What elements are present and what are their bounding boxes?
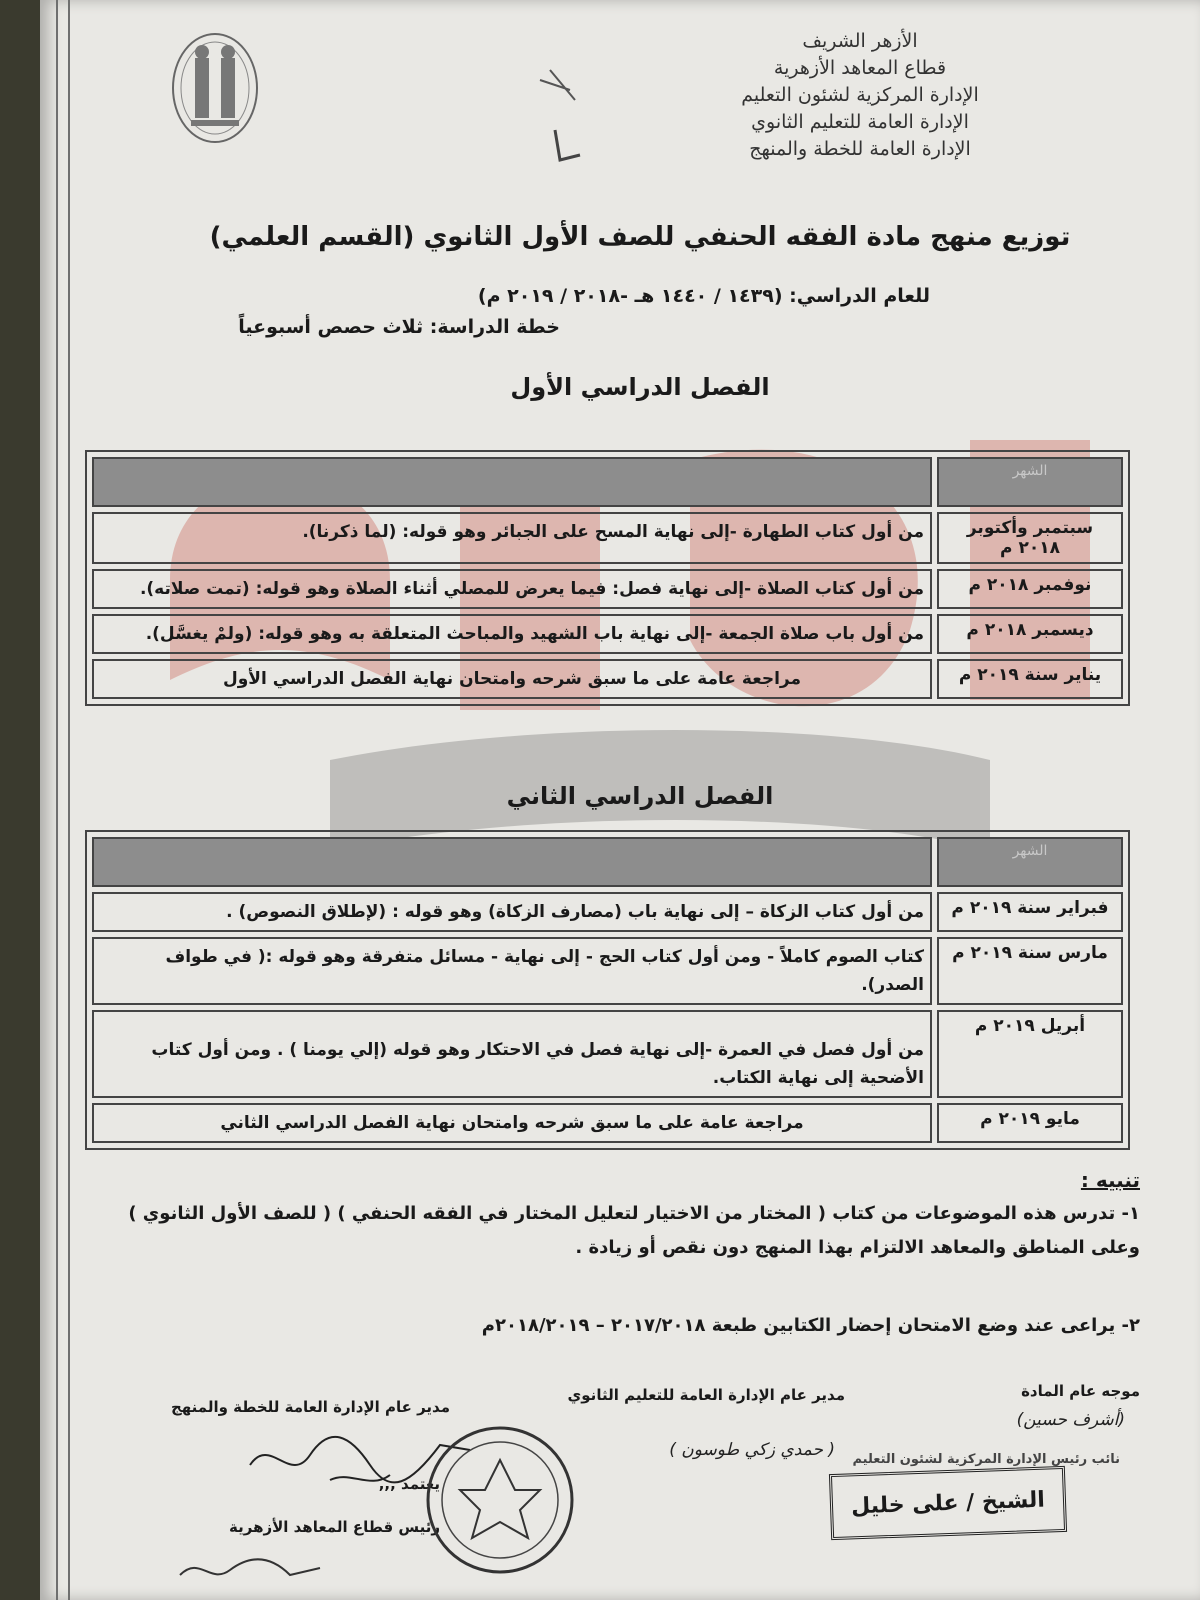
- table-row: [92, 892, 1123, 932]
- header-line: الأزهر الشريف: [802, 30, 918, 52]
- term2-table: [85, 830, 1130, 1150]
- notes-section: [120, 1163, 1140, 1343]
- content-cell: من أول فصل في العمرة -إلى نهاية فصل في الاحتكار وهو قوله (إلي يومنا ) . ومن أول كتاب الأضحية إلى نهاية الكتاب.: [92, 1010, 932, 1098]
- table-row: [92, 659, 1123, 699]
- table-header-row: [92, 837, 1123, 887]
- month-cell: يناير سنة ٢٠١٩ م: [937, 659, 1123, 699]
- header-line: الإدارة العامة للخطة والمنهج: [749, 138, 971, 160]
- table-row: [92, 512, 1123, 564]
- institution-header: [650, 28, 1070, 163]
- header-line: الإدارة العامة للتعليم الثانوي: [751, 111, 969, 133]
- secondary-director-label: مدير عام الإدارة العامة للتعليم الثانوي: [567, 1386, 845, 1404]
- notes-title: تنبيه :: [1080, 1168, 1140, 1192]
- margin-line: [68, 0, 70, 1600]
- month-cell: أبريل ٢٠١٩ م: [937, 1010, 1123, 1098]
- header-month: الشهر: [937, 837, 1123, 887]
- table-header-row: [92, 457, 1123, 507]
- document-page: [40, 0, 1200, 1600]
- table-row: [92, 569, 1123, 609]
- note-item: ٢- يراعى عند وضع الامتحان إحضار الكتابين طبعة ٢٠١٧/٢٠١٨ – ٢٠١٨/٢٠١٩م: [481, 1315, 1140, 1336]
- content-cell: كتاب الصوم كاملاً - ومن أول كتاب الحج - إلى نهاية - مسائل متفرقة وهو قوله :( في طواف الصدر).: [92, 937, 932, 1005]
- content-cell: من أول كتاب الطهارة -إلى نهاية المسح على الجبائر وهو قوله: (لما ذكرنا).: [92, 512, 932, 564]
- note-item: ١- تدرس هذه الموضوعات من كتاب ( المختار من الاختيار لتعليل المختار في الفقه الحنفي ) ( للصف الأول الثانوي ) وعلى المناطق والمعاهد الالتزام بهذا المنهج دون نقص أو زيادة .: [128, 1203, 1140, 1258]
- table-row: [92, 614, 1123, 654]
- header-month: الشهر: [937, 457, 1123, 507]
- content-cell: من أول كتاب الزكاة – إلى نهاية باب (مصارف الزكاة) وهو قوله : (لإطلاق النصوص) .: [92, 892, 932, 932]
- deputy-label: نائب رئيس الإدارة المركزية لشئون التعليم: [852, 1452, 1120, 1467]
- term2-title: الفصل الدراسي الثاني: [506, 782, 774, 810]
- plan-director-label: مدير عام الإدارة العامة للخطة والمنهج: [170, 1398, 450, 1416]
- name-stamp: الشيخ / على خليل: [829, 1466, 1067, 1540]
- handwritten-mark-icon: [520, 60, 600, 170]
- academic-year: للعام الدراسي: (١٤٣٩ / ١٤٤٠ هـ -٢٠١٨ / ٢٠١٩ م): [477, 285, 930, 307]
- month-cell: سبتمبر وأكتوبر ٢٠١٨ م: [937, 512, 1123, 564]
- handwritten-signature-icon: [170, 1550, 330, 1590]
- term1-table: [85, 450, 1130, 706]
- official-seal-icon: [420, 1420, 580, 1580]
- table-row: [92, 937, 1123, 1005]
- approved-label: يعتمد ,,,: [378, 1475, 440, 1493]
- month-cell: فبراير سنة ٢٠١٩ م: [937, 892, 1123, 932]
- content-cell: مراجعة عامة على ما سبق شرحه وامتحان نهاية الفصل الدراسي الثاني: [92, 1103, 932, 1143]
- study-plan: خطة الدراسة: ثلاث حصص أسبوعياً: [238, 316, 560, 338]
- table-row: [92, 1103, 1123, 1143]
- month-cell: مارس سنة ٢٠١٩ م: [937, 937, 1123, 1005]
- header-line: قطاع المعاهد الأزهرية: [773, 57, 947, 79]
- month-cell: ديسمبر ٢٠١٨ م: [937, 614, 1123, 654]
- header-content: [92, 457, 932, 507]
- secondary-director-name: ( حمدي زكي طوسون ): [669, 1440, 835, 1460]
- month-cell: نوفمبر ٢٠١٨ م: [937, 569, 1123, 609]
- subject-supervisor-name: (أشرف حسين): [1016, 1410, 1125, 1430]
- month-cell: مايو ٢٠١٩ م: [937, 1103, 1123, 1143]
- margin-line: [56, 0, 58, 1600]
- azhar-emblem-icon: [165, 28, 265, 148]
- header-line: الإدارة المركزية لشئون التعليم: [741, 84, 979, 106]
- content-cell: من أول كتاب الصلاة -إلى نهاية فصل: فيما يعرض للمصلي أثناء الصلاة وهو قوله: (تمت صلاته).: [92, 569, 932, 609]
- sector-head-label: رئيس قطاع المعاهد الأزهرية: [229, 1518, 440, 1536]
- document-title: توزيع منهج مادة الفقه الحنفي للصف الأول الثانوي (القسم العلمي): [209, 222, 1071, 252]
- content-cell: من أول باب صلاة الجمعة -إلى نهاية باب الشهيد والمباحث المتعلقة به وهو قوله: (ولمْ يغسَّل).: [92, 614, 932, 654]
- content-cell: مراجعة عامة على ما سبق شرحه وامتحان نهاية الفصل الدراسي الأول: [92, 659, 932, 699]
- table-row: [92, 1010, 1123, 1098]
- subject-supervisor-label: موجه عام المادة: [1021, 1382, 1140, 1400]
- term1-title: الفصل الدراسي الأول: [510, 373, 770, 401]
- header-content: [92, 837, 932, 887]
